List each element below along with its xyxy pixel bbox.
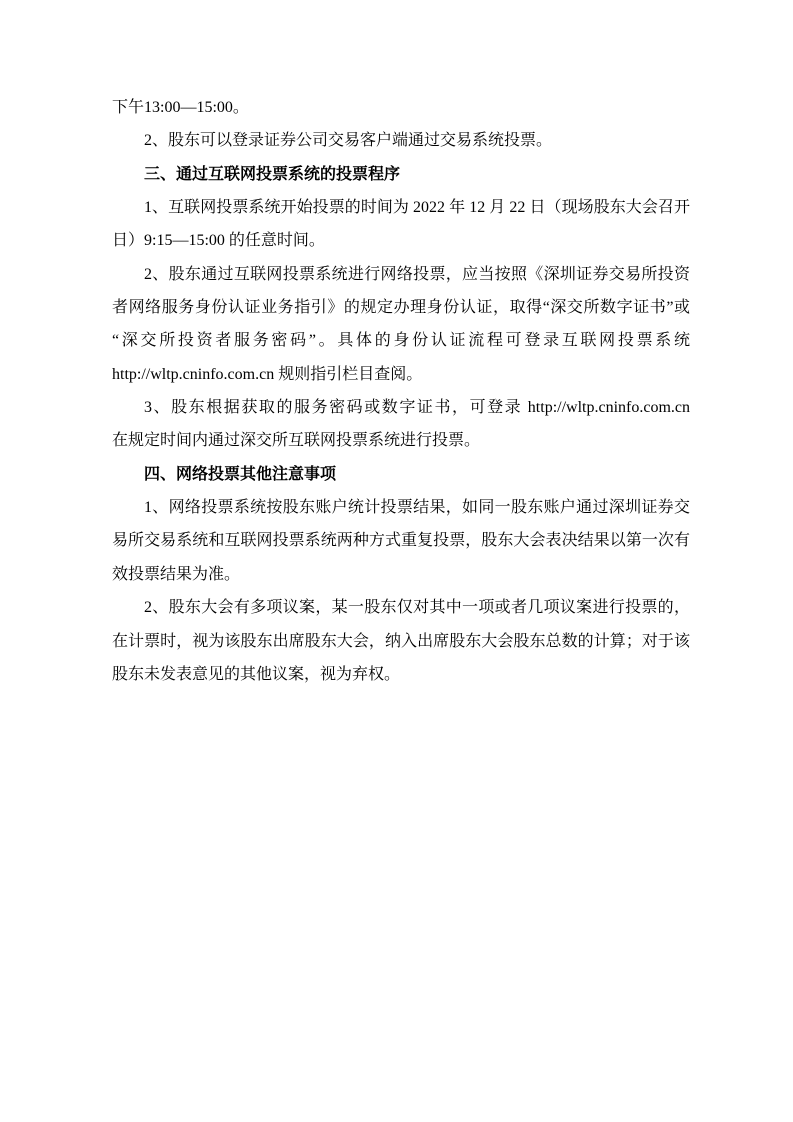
text-line: 日）9:15—15:00 的任意时间。 [112,232,325,250]
text-line: 下午13:00—15:00。 [112,99,249,116]
text-line: http://wltp.cninfo.com.cn 规则指引栏目查阅。 [112,365,423,383]
section-heading: 三、通过互联网投票系统的投票程序 [144,165,401,183]
section-heading: 四、网络投票其他注意事项 [144,465,337,483]
text-line: 2、股东大会有多项议案，某一股东仅对其中一项或者几项议案进行投票的， [144,599,690,617]
text-line: 在规定时间内通过深交所互联网投票系统进行投票。 [112,432,481,450]
text-line: 2、股东可以登录证券公司交易客户端通过交易系统投票。 [144,132,553,150]
text-line: 1、网络投票系统按股东账户统计投票结果，如同一股东账户通过深圳证券交 [144,499,690,517]
text-line: 3、股东根据获取的服务密码或数字证书，可登录 http://wltp.cninfo.com.cn [144,399,690,417]
text-line: 在计票时，视为该股东出席股东大会，纳入出席股东大会股东总数的计算；对于该 [112,632,690,650]
document-content [112,91,690,691]
text-line: 易所交易系统和互联网投票系统两种方式重复投票，股东大会表决结果以第一次有 [112,532,690,550]
text-line: 1、互联网投票系统开始投票的时间为 2022 年 12 月 22 日（现场股东大会召开 [144,199,690,217]
text-line: 者网络服务身份认证业务指引》的规定办理身份认证，取得“深交所数字证书”或 [112,299,690,317]
text-line: 效投票结果为准。 [112,565,241,583]
text-line: “深交所投资者服务密码”。具体的身份认证流程可登录互联网投票系统 [112,332,690,350]
text-line: 股东未发表意见的其他议案，视为弃权。 [112,665,401,683]
text-line: 2、股东通过互联网投票系统进行网络投票，应当按照《深圳证券交易所投资 [144,265,690,283]
